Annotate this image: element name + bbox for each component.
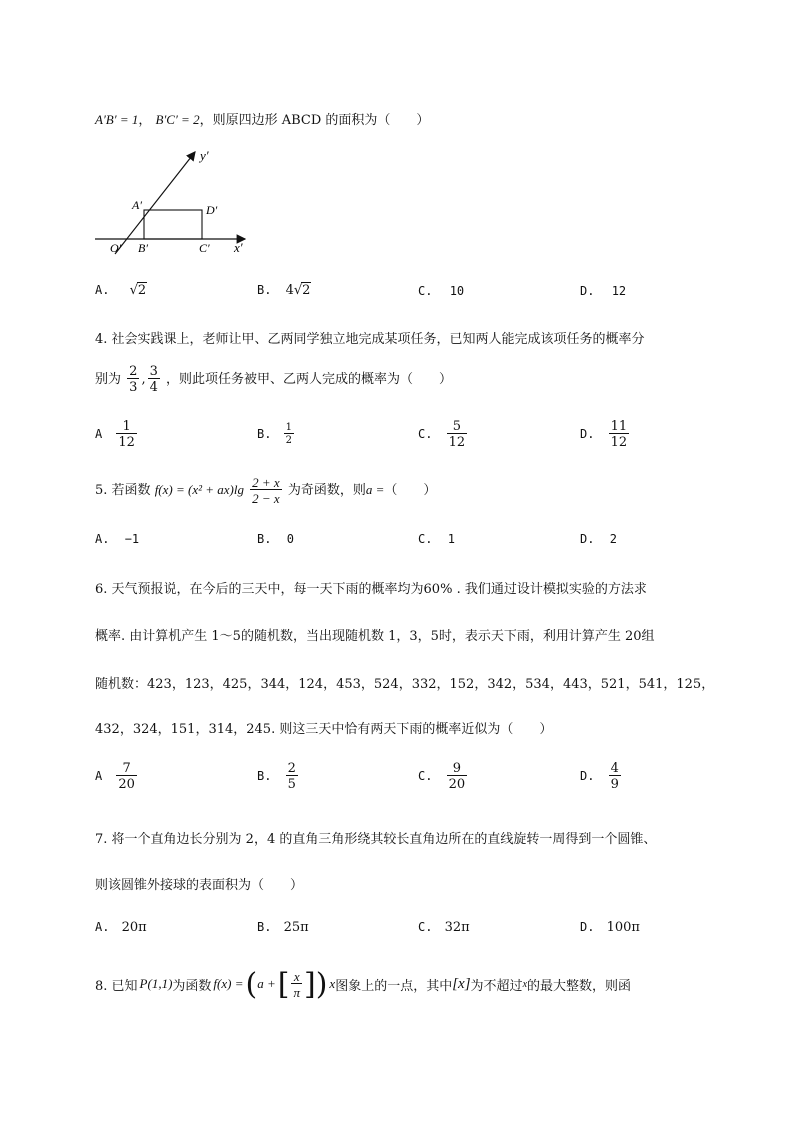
label-c: C′ bbox=[199, 241, 210, 255]
q3-eq2: B′C′ = 2 bbox=[155, 112, 200, 127]
q5-option-c[interactable]: C. 1 bbox=[418, 532, 455, 546]
q3-stem-tail: ，则原四边形 ABCD 的面积为（ ） bbox=[199, 113, 430, 128]
q8-stem: 8. 已知 P(1,1) 为函数 f(x) = ( a + [ $\frac{x}{\pi}$ ] ) x 图象上的一点，其中 [x] 为不超过 x 的最大整数，则函 bbox=[95, 966, 632, 1002]
q5-option-a[interactable]: A. −1 bbox=[95, 532, 140, 546]
q4-line2: 别为 $\frac{2}{3}$ , $\frac{3}{4}$ ，则此项任务被甲、乙两人完成的概率为（ ） bbox=[95, 364, 453, 395]
q8-point: P(1,1) bbox=[139, 976, 173, 991]
q6-line1: 6. 天气预报说，在今后的三天中，每一天下雨的概率均为60% . 我们通过设计模拟实验的方法求 bbox=[95, 582, 647, 597]
q8-function: f(x) = bbox=[213, 976, 244, 991]
q4-option-b[interactable]: B. $\frac{1}{2}$ bbox=[257, 422, 292, 446]
q6-option-c[interactable]: C. $\frac{9}{20}$ bbox=[418, 761, 466, 792]
q4-option-d[interactable]: D. $\frac{11}{12}$ bbox=[580, 419, 628, 450]
q5-option-b[interactable]: B. 0 bbox=[257, 532, 294, 546]
label-o: O′ bbox=[110, 241, 122, 255]
q7-option-a[interactable]: A. 20π bbox=[95, 920, 147, 935]
q6-line3: 随机数：423，123，425，344，124，453，524，332，152，342，534，443，521，541，125， bbox=[95, 677, 715, 692]
q7-line2: 则该圆锥外接球的表面积为（ ） bbox=[95, 878, 304, 893]
label-y: y′ bbox=[200, 148, 209, 163]
q3-eq1: A′B′ = 1 bbox=[95, 112, 139, 127]
q5-log-fraction: $\frac{2 + x}{2 - x}$ bbox=[252, 475, 280, 506]
q8-floor-fraction: $\frac{x}{\pi}$ bbox=[293, 968, 300, 1000]
q4-line1: 4. 社会实践课上，老师让甲、乙两同学独立地完成某项任务，已知两人能完成该项任务的概率分 bbox=[95, 332, 645, 347]
q7-option-b[interactable]: B. 25π bbox=[257, 920, 309, 935]
q6-option-b[interactable]: B. $\frac{2}{5}$ bbox=[257, 761, 296, 792]
q7-line1: 7. 将一个直角边长分别为 2，4 的直角三角形绕其较长直角边所在的直线旋转一周得到一个圆锥、 bbox=[95, 832, 657, 847]
q5-stem: 5. 若函数 f(x) = (x² + ax)lg $\frac{2 + x}{2 - x}$ 为奇函数，则a =（ ） bbox=[95, 475, 437, 506]
q3-comma: ， bbox=[138, 113, 152, 128]
label-b: B′ bbox=[138, 241, 148, 255]
q3-stem bbox=[95, 109, 429, 128]
label-a: A′ bbox=[132, 198, 142, 212]
q7-option-d[interactable]: D. 100π bbox=[580, 920, 640, 935]
q4-frac1: $\frac{2}{3}$ bbox=[129, 364, 138, 395]
q5-function: f(x) = (x² + ax)lg bbox=[154, 482, 244, 497]
q6-option-d[interactable]: D. $\frac{4}{9}$ bbox=[580, 761, 619, 792]
q4-option-c[interactable]: C. $\frac{5}{12}$ bbox=[418, 419, 466, 450]
q3-a-radicand: 2 bbox=[137, 283, 147, 298]
q4-option-a[interactable]: A $\frac{1}{12}$ bbox=[95, 419, 135, 450]
rectangle-abcd bbox=[144, 210, 202, 239]
q3-option-d[interactable]: D. 12 bbox=[580, 284, 627, 298]
q6-line4: 432，324，151，314，245. 则这三天中恰有两天下雨的概率近似为（ ） bbox=[95, 722, 553, 737]
q3-option-c[interactable]: C. 10 bbox=[418, 284, 465, 298]
q3-option-a[interactable]: A. √2 bbox=[95, 283, 147, 298]
label-x: x′ bbox=[234, 240, 243, 255]
q4-frac2: $\frac{3}{4}$ bbox=[149, 364, 158, 395]
q5-option-d[interactable]: D. 2 bbox=[580, 532, 617, 546]
label-d: D′ bbox=[206, 203, 218, 217]
q7-option-c[interactable]: C. 32π bbox=[418, 920, 470, 935]
q3-oblique-figure bbox=[90, 142, 260, 260]
q6-line2: 概率. 由计算机产生 1～5的随机数，当出现随机数 1，3，5时，表示天下雨，利用计算产生 20组 bbox=[95, 629, 655, 644]
q6-option-a[interactable]: A $\frac{7}{20}$ bbox=[95, 761, 135, 792]
q8-floor-x: [x] bbox=[452, 975, 471, 992]
q3-option-b[interactable]: B. 4√2 bbox=[257, 283, 311, 298]
